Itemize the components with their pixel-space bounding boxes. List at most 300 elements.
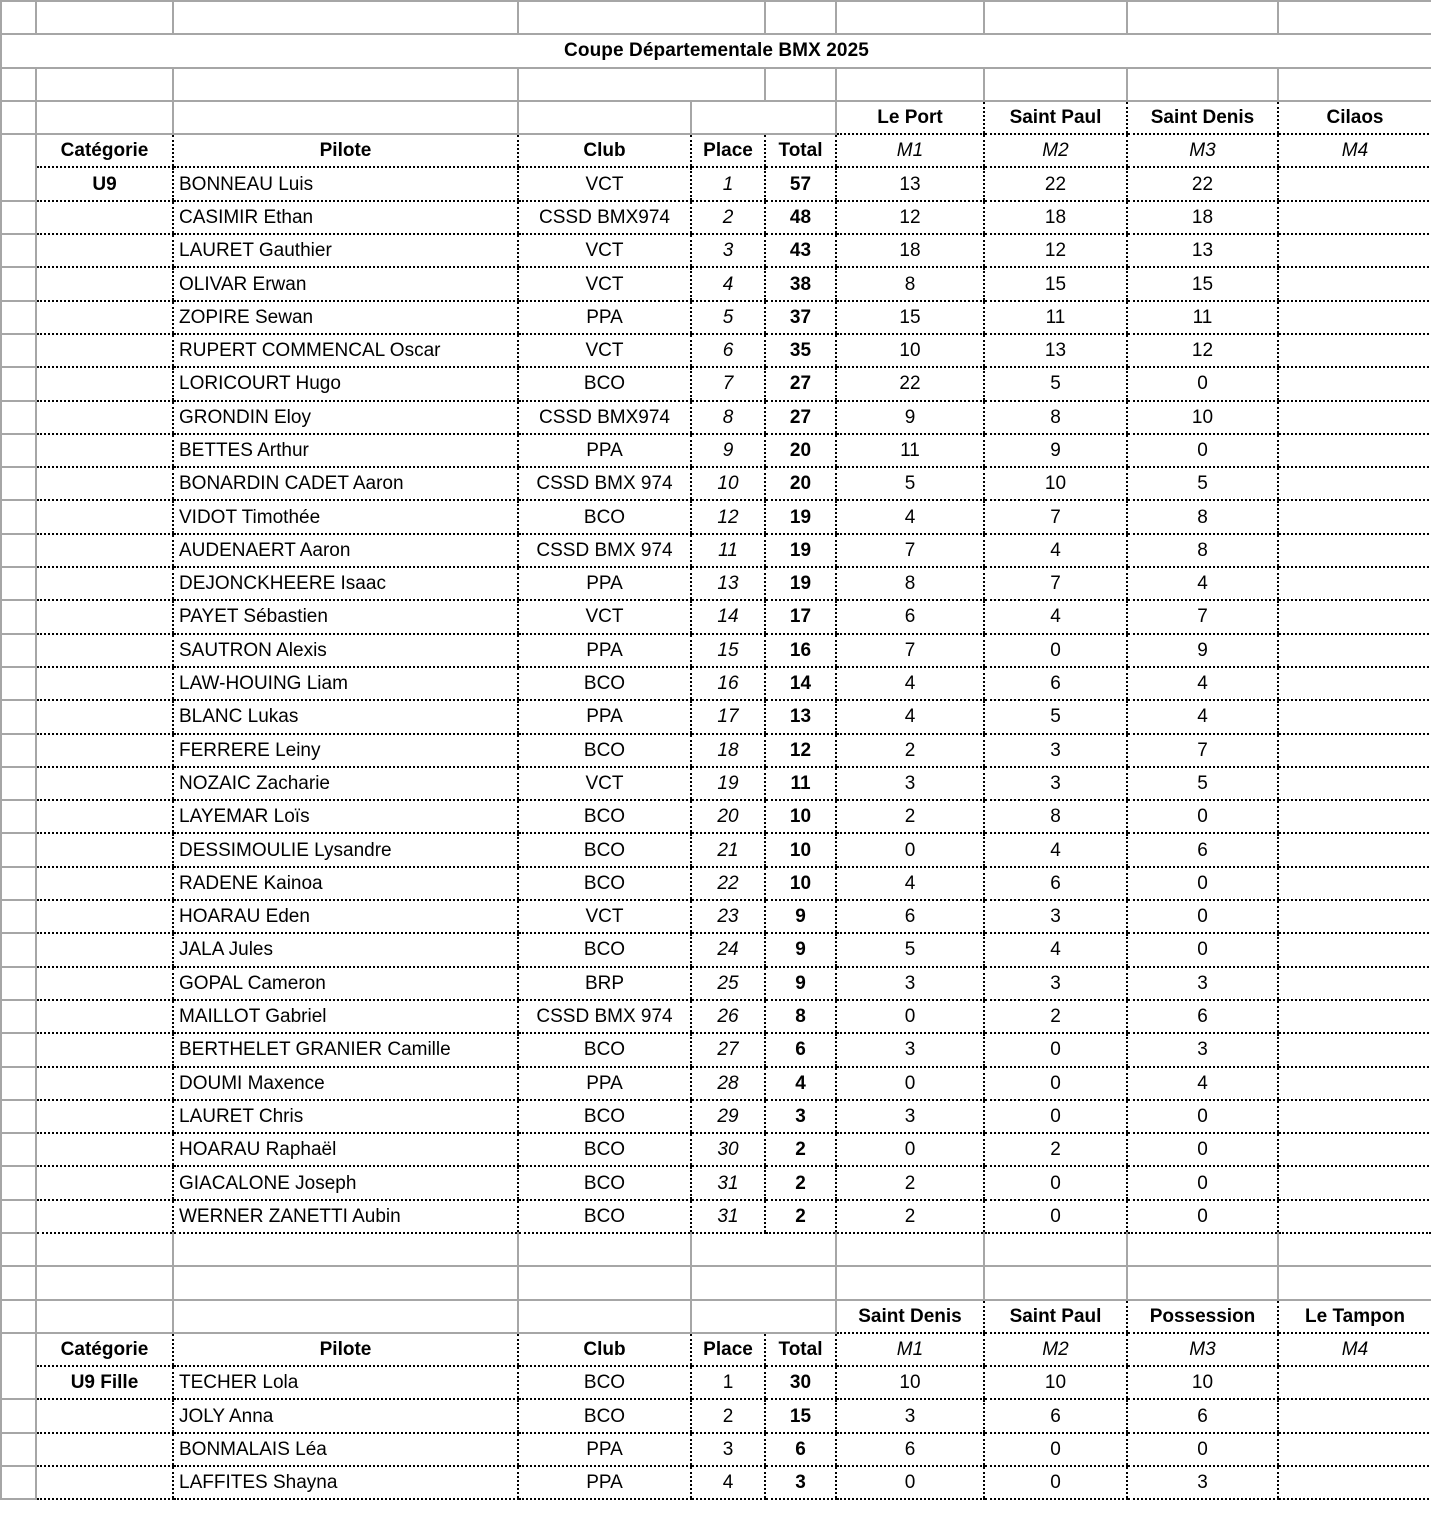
- table-row: [1, 201, 1431, 234]
- cell-club: VCT: [518, 600, 691, 633]
- cell-m2: 13: [984, 334, 1127, 367]
- cell-total: 10: [765, 800, 836, 833]
- cell-club: BCO: [518, 1200, 691, 1233]
- cell-total: 2: [765, 1166, 836, 1199]
- venue-header-3: Possession: [1127, 1300, 1278, 1333]
- cell-m4: [1278, 634, 1431, 667]
- table-row: [1, 1067, 1431, 1100]
- table-row: [1, 167, 1431, 200]
- table-row: [1, 301, 1431, 334]
- cell-pilote: DESSIMOULIE Lysandre: [173, 833, 518, 866]
- cell-pilote: BONNEAU Luis: [173, 167, 518, 200]
- cell-club: VCT: [518, 767, 691, 800]
- empty-cell: [1, 1266, 36, 1299]
- cell-m3: 0: [1127, 1433, 1278, 1466]
- table-row: [1, 500, 1431, 533]
- empty-cell: [984, 1233, 1127, 1266]
- cell-club: CSSD BMX974: [518, 401, 691, 434]
- cell-total: 6: [765, 1033, 836, 1066]
- cell-m1: 2: [836, 734, 984, 767]
- cell-total: 14: [765, 667, 836, 700]
- cell-m4: [1278, 734, 1431, 767]
- cell-place: 7: [691, 367, 765, 400]
- cell-m3: 8: [1127, 500, 1278, 533]
- cell-categorie: [36, 1466, 173, 1499]
- cell-pilote: HOARAU Raphaël: [173, 1133, 518, 1166]
- row-gutter: [1, 967, 36, 1000]
- cell-m1: 9: [836, 401, 984, 434]
- cell-categorie: [36, 1133, 173, 1166]
- cell-m2: 6: [984, 867, 1127, 900]
- cell-m4: [1278, 933, 1431, 966]
- cell-m2: 10: [984, 1366, 1127, 1399]
- venue-header-row: [1, 1300, 1431, 1333]
- row-gutter: [1, 1466, 36, 1499]
- header-pilote: Pilote: [173, 1333, 518, 1366]
- cell-place: 2: [691, 1399, 765, 1432]
- row-gutter: [1, 1133, 36, 1166]
- cell-m2: 0: [984, 1100, 1127, 1133]
- cell-total: 10: [765, 833, 836, 866]
- cell-total: 11: [765, 767, 836, 800]
- cell-m3: 0: [1127, 367, 1278, 400]
- row-gutter: [1, 1000, 36, 1033]
- cell-m1: 3: [836, 1033, 984, 1066]
- cell-pilote: SAUTRON Alexis: [173, 634, 518, 667]
- empty-cell: [691, 1266, 836, 1299]
- empty-cell: [691, 101, 836, 134]
- table-row: [1, 1166, 1431, 1199]
- row-gutter: [1, 667, 36, 700]
- table-row: [1, 1000, 1431, 1033]
- header-categorie: Catégorie: [36, 1333, 173, 1366]
- cell-pilote: ZOPIRE Sewan: [173, 301, 518, 334]
- cell-m4: [1278, 767, 1431, 800]
- cell-club: BCO: [518, 1366, 691, 1399]
- cell-m4: [1278, 600, 1431, 633]
- cell-m2: 2: [984, 1000, 1127, 1033]
- cell-club: BCO: [518, 1133, 691, 1166]
- cell-m1: 5: [836, 467, 984, 500]
- cell-m1: 6: [836, 600, 984, 633]
- cell-m1: 0: [836, 833, 984, 866]
- cell-pilote: GRONDIN Eloy: [173, 401, 518, 434]
- empty-cell: [984, 68, 1127, 101]
- cell-place: 25: [691, 967, 765, 1000]
- cell-m4: [1278, 900, 1431, 933]
- cell-categorie: [36, 800, 173, 833]
- table-row: [1, 900, 1431, 933]
- table-row: [1, 1200, 1431, 1233]
- cell-total: 15: [765, 1399, 836, 1432]
- cell-m4: [1278, 334, 1431, 367]
- cell-place: 1: [691, 1366, 765, 1399]
- table-row: [1, 767, 1431, 800]
- cell-total: 27: [765, 401, 836, 434]
- cell-club: BCO: [518, 667, 691, 700]
- cell-m4: [1278, 434, 1431, 467]
- table-row: [1, 334, 1431, 367]
- cell-place: 30: [691, 1133, 765, 1166]
- cell-m4: [1278, 467, 1431, 500]
- cell-m3: 13: [1127, 234, 1278, 267]
- table-row: [1, 401, 1431, 434]
- cell-m4: [1278, 1433, 1431, 1466]
- cell-m3: 0: [1127, 1133, 1278, 1166]
- cell-m1: 6: [836, 900, 984, 933]
- cell-m4: [1278, 667, 1431, 700]
- cell-club: PPA: [518, 1433, 691, 1466]
- cell-m2: 10: [984, 467, 1127, 500]
- cell-m2: 22: [984, 167, 1127, 200]
- row-gutter: [1, 201, 36, 234]
- cell-m1: 11: [836, 434, 984, 467]
- cell-pilote: RADENE Kainoa: [173, 867, 518, 900]
- row-gutter: [1, 267, 36, 300]
- cell-categorie: U9: [36, 167, 173, 200]
- header-place: Place: [691, 134, 765, 167]
- cell-categorie: [36, 1033, 173, 1066]
- table-row: [1, 367, 1431, 400]
- cell-club: PPA: [518, 567, 691, 600]
- cell-pilote: BONMALAIS Léa: [173, 1433, 518, 1466]
- cell-categorie: [36, 1166, 173, 1199]
- row-gutter: [1, 734, 36, 767]
- row-gutter: [1, 301, 36, 334]
- empty-cell: [173, 1, 518, 34]
- empty-cell: [984, 1266, 1127, 1299]
- cell-club: BCO: [518, 500, 691, 533]
- table-row: [1, 933, 1431, 966]
- cell-m2: 3: [984, 967, 1127, 1000]
- cell-total: 8: [765, 1000, 836, 1033]
- header-total: Total: [765, 134, 836, 167]
- cell-m4: [1278, 567, 1431, 600]
- cell-pilote: MAILLOT Gabriel: [173, 1000, 518, 1033]
- cell-m1: 7: [836, 534, 984, 567]
- cell-m3: 5: [1127, 767, 1278, 800]
- cell-total: 19: [765, 567, 836, 600]
- table-row: [1, 700, 1431, 733]
- cell-pilote: GIACALONE Joseph: [173, 1166, 518, 1199]
- empty-cell: [1, 134, 36, 167]
- cell-m3: 0: [1127, 1100, 1278, 1133]
- cell-place: 15: [691, 634, 765, 667]
- cell-place: 18: [691, 734, 765, 767]
- cell-place: 2: [691, 201, 765, 234]
- cell-m1: 3: [836, 1100, 984, 1133]
- cell-m2: 8: [984, 800, 1127, 833]
- empty-cell: [173, 68, 518, 101]
- empty-cell: [765, 68, 836, 101]
- cell-m4: [1278, 167, 1431, 200]
- cell-place: 4: [691, 267, 765, 300]
- cell-m2: 4: [984, 534, 1127, 567]
- cell-categorie: [36, 1200, 173, 1233]
- empty-cell: [518, 1300, 691, 1333]
- row-gutter: [1, 434, 36, 467]
- cell-categorie: [36, 767, 173, 800]
- cell-total: 6: [765, 1433, 836, 1466]
- cell-categorie: [36, 833, 173, 866]
- cell-m3: 22: [1127, 167, 1278, 200]
- empty-cell: [36, 1300, 173, 1333]
- table-row: [1, 234, 1431, 267]
- cell-place: 11: [691, 534, 765, 567]
- cell-pilote: LORICOURT Hugo: [173, 367, 518, 400]
- cell-total: 3: [765, 1100, 836, 1133]
- cell-categorie: [36, 500, 173, 533]
- header-manche-1: M1: [836, 1333, 984, 1366]
- cell-pilote: LAW-HOUING Liam: [173, 667, 518, 700]
- cell-place: 28: [691, 1067, 765, 1100]
- venue-header-3: Saint Denis: [1127, 101, 1278, 134]
- cell-m2: 6: [984, 667, 1127, 700]
- row-gutter: [1, 767, 36, 800]
- cell-m3: 10: [1127, 1366, 1278, 1399]
- cell-m3: 0: [1127, 1200, 1278, 1233]
- cell-categorie: [36, 201, 173, 234]
- title-row: [1, 34, 1431, 67]
- cell-categorie: [36, 634, 173, 667]
- venue-header-4: Le Tampon: [1278, 1300, 1431, 1333]
- cell-m2: 0: [984, 634, 1127, 667]
- table-row: [1, 600, 1431, 633]
- cell-m4: [1278, 800, 1431, 833]
- cell-m3: 12: [1127, 334, 1278, 367]
- header-manche-4: M4: [1278, 134, 1431, 167]
- cell-place: 26: [691, 1000, 765, 1033]
- cell-club: BCO: [518, 1100, 691, 1133]
- cell-m3: 7: [1127, 734, 1278, 767]
- cell-pilote: JOLY Anna: [173, 1399, 518, 1432]
- empty-cell: [1, 1233, 36, 1266]
- cell-pilote: BERTHELET GRANIER Camille: [173, 1033, 518, 1066]
- header-club: Club: [518, 1333, 691, 1366]
- cell-m2: 5: [984, 700, 1127, 733]
- row-gutter: [1, 800, 36, 833]
- empty-cell: [1278, 1266, 1431, 1299]
- cell-place: 12: [691, 500, 765, 533]
- empty-cell: [1278, 1233, 1431, 1266]
- cell-m3: 0: [1127, 800, 1278, 833]
- venue-header-2: Saint Paul: [984, 1300, 1127, 1333]
- cell-m1: 13: [836, 167, 984, 200]
- empty-cell: [1278, 1, 1431, 34]
- empty-cell: [36, 68, 173, 101]
- cell-m3: 18: [1127, 201, 1278, 234]
- cell-m4: [1278, 1366, 1431, 1399]
- cell-place: 17: [691, 700, 765, 733]
- cell-m3: 3: [1127, 1033, 1278, 1066]
- cell-pilote: DOUMI Maxence: [173, 1067, 518, 1100]
- cell-pilote: WERNER ZANETTI Aubin: [173, 1200, 518, 1233]
- cell-categorie: [36, 367, 173, 400]
- row-gutter: [1, 500, 36, 533]
- table-row: [1, 534, 1431, 567]
- cell-m3: 15: [1127, 267, 1278, 300]
- table-row: [1, 1433, 1431, 1466]
- cell-total: 9: [765, 933, 836, 966]
- cell-place: 8: [691, 401, 765, 434]
- cell-m3: 4: [1127, 700, 1278, 733]
- table-row: [1, 267, 1431, 300]
- cell-m2: 4: [984, 933, 1127, 966]
- cell-categorie: [36, 967, 173, 1000]
- cell-m3: 5: [1127, 467, 1278, 500]
- table-row: [1, 1033, 1431, 1066]
- cell-m4: [1278, 1466, 1431, 1499]
- cell-club: BCO: [518, 1033, 691, 1066]
- empty-cell: [1127, 68, 1278, 101]
- cell-categorie: [36, 334, 173, 367]
- cell-m2: 0: [984, 1033, 1127, 1066]
- cell-place: 9: [691, 434, 765, 467]
- cell-club: BCO: [518, 367, 691, 400]
- cell-place: 21: [691, 833, 765, 866]
- cell-m2: 0: [984, 1067, 1127, 1100]
- cell-m2: 4: [984, 833, 1127, 866]
- header-manche-1: M1: [836, 134, 984, 167]
- venue-header-2: Saint Paul: [984, 101, 1127, 134]
- cell-m4: [1278, 367, 1431, 400]
- cell-m2: 9: [984, 434, 1127, 467]
- cell-place: 16: [691, 667, 765, 700]
- cell-m3: 0: [1127, 933, 1278, 966]
- cell-total: 4: [765, 1067, 836, 1100]
- cell-place: 1: [691, 167, 765, 200]
- cell-total: 35: [765, 334, 836, 367]
- row-gutter: [1, 933, 36, 966]
- cell-club: PPA: [518, 434, 691, 467]
- table-gap-row-2: [1, 1266, 1431, 1299]
- cell-total: 10: [765, 867, 836, 900]
- cell-club: CSSD BMX 974: [518, 1000, 691, 1033]
- cell-pilote: AUDENAERT Aaron: [173, 534, 518, 567]
- cell-m3: 0: [1127, 1166, 1278, 1199]
- cell-m2: 0: [984, 1433, 1127, 1466]
- empty-cell: [173, 1266, 518, 1299]
- cell-m2: 11: [984, 301, 1127, 334]
- cell-m3: 0: [1127, 867, 1278, 900]
- cell-m2: 4: [984, 600, 1127, 633]
- table-row: [1, 967, 1431, 1000]
- cell-place: 24: [691, 933, 765, 966]
- cell-categorie: [36, 700, 173, 733]
- cell-pilote: NOZAIC Zacharie: [173, 767, 518, 800]
- cell-categorie: [36, 467, 173, 500]
- empty-cell: [36, 1, 173, 34]
- cell-club: VCT: [518, 900, 691, 933]
- header-club: Club: [518, 134, 691, 167]
- cell-m3: 6: [1127, 1000, 1278, 1033]
- cell-m4: [1278, 1067, 1431, 1100]
- cell-total: 19: [765, 500, 836, 533]
- cell-m2: 8: [984, 401, 1127, 434]
- cell-categorie: [36, 434, 173, 467]
- cell-m4: [1278, 867, 1431, 900]
- cell-m2: 0: [984, 1200, 1127, 1233]
- cell-total: 38: [765, 267, 836, 300]
- cell-categorie: [36, 301, 173, 334]
- empty-cell: [173, 101, 518, 134]
- cell-pilote: PAYET Sébastien: [173, 600, 518, 633]
- table-row: [1, 800, 1431, 833]
- cell-club: BCO: [518, 1166, 691, 1199]
- column-header-row: [1, 1333, 1431, 1366]
- cell-m1: 4: [836, 667, 984, 700]
- cell-m2: 12: [984, 234, 1127, 267]
- cell-club: VCT: [518, 234, 691, 267]
- cell-categorie: [36, 267, 173, 300]
- cell-categorie: [36, 900, 173, 933]
- cell-club: BCO: [518, 933, 691, 966]
- cell-categorie: [36, 933, 173, 966]
- cell-place: 20: [691, 800, 765, 833]
- cell-m4: [1278, 1000, 1431, 1033]
- empty-cell: [1, 1, 36, 34]
- cell-total: 27: [765, 367, 836, 400]
- cell-m1: 4: [836, 867, 984, 900]
- cell-m3: 6: [1127, 1399, 1278, 1432]
- table-row: [1, 467, 1431, 500]
- cell-club: PPA: [518, 1466, 691, 1499]
- cell-m2: 3: [984, 767, 1127, 800]
- table-gap-row-1: [1, 1233, 1431, 1266]
- cell-club: VCT: [518, 167, 691, 200]
- row-gutter: [1, 1033, 36, 1066]
- cell-m3: 10: [1127, 401, 1278, 434]
- cell-m3: 6: [1127, 833, 1278, 866]
- header-total: Total: [765, 1333, 836, 1366]
- row-gutter: [1, 1399, 36, 1432]
- cell-m1: 0: [836, 1000, 984, 1033]
- cell-total: 2: [765, 1133, 836, 1166]
- cell-m1: 6: [836, 1433, 984, 1466]
- cell-m1: 5: [836, 933, 984, 966]
- cell-m4: [1278, 500, 1431, 533]
- cell-pilote: LAFFITES Shayna: [173, 1466, 518, 1499]
- cell-total: 48: [765, 201, 836, 234]
- cell-m4: [1278, 1133, 1431, 1166]
- header-manche-3: M3: [1127, 1333, 1278, 1366]
- cell-club: PPA: [518, 301, 691, 334]
- cell-place: 23: [691, 900, 765, 933]
- empty-cell: [1, 68, 36, 101]
- cell-m1: 2: [836, 1200, 984, 1233]
- cell-place: 19: [691, 767, 765, 800]
- cell-total: 17: [765, 600, 836, 633]
- cell-categorie: [36, 667, 173, 700]
- cell-total: 30: [765, 1366, 836, 1399]
- cell-m4: [1278, 700, 1431, 733]
- empty-cell: [1, 1333, 36, 1366]
- row-gutter: [1, 833, 36, 866]
- cell-club: VCT: [518, 334, 691, 367]
- empty-cell: [691, 1300, 836, 1333]
- cell-m3: 11: [1127, 301, 1278, 334]
- cell-total: 13: [765, 700, 836, 733]
- table-row: [1, 434, 1431, 467]
- cell-pilote: VIDOT Timothée: [173, 500, 518, 533]
- cell-m2: 7: [984, 567, 1127, 600]
- row-gutter: [1, 700, 36, 733]
- cell-m4: [1278, 967, 1431, 1000]
- cell-categorie: [36, 734, 173, 767]
- row-gutter: [1, 367, 36, 400]
- sheet-top-band: [1, 1, 1431, 34]
- empty-cell: [1127, 1266, 1278, 1299]
